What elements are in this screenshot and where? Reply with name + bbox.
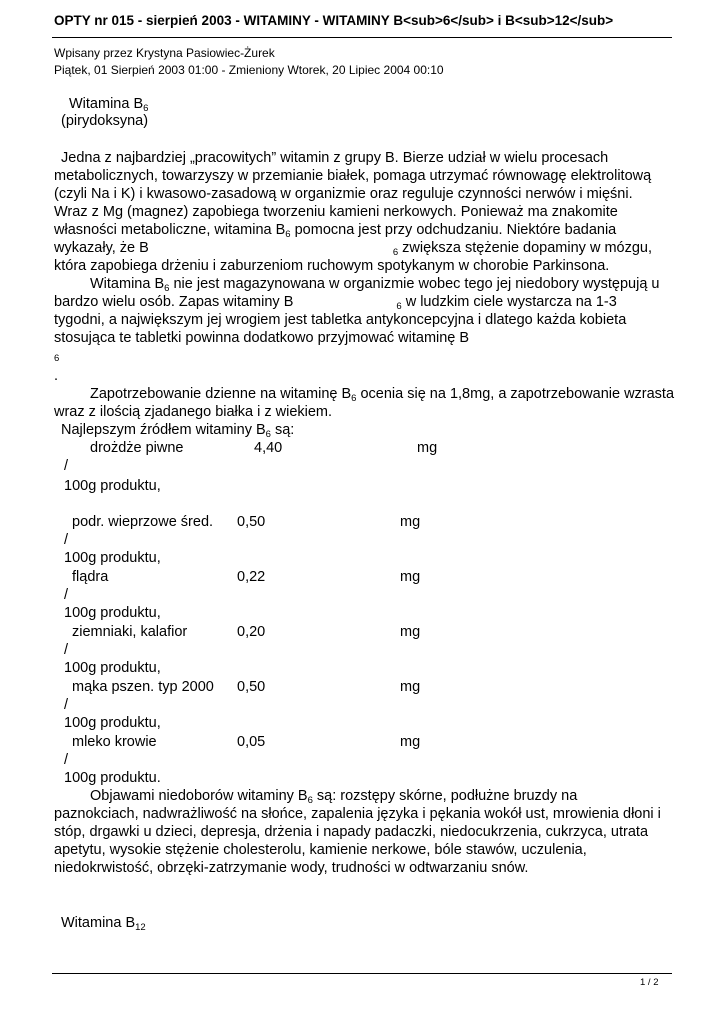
footer-divider [52,973,672,974]
per-unit: 100g produktu. [64,770,161,786]
subscript-line: 6 [54,353,60,364]
paragraph-line: Witamina $B_6$ nie jest magazynowana w organizmie wobec tego jej niedobory występują u [90,276,660,294]
food-amount: 0,50 [237,679,266,695]
food-unit: mg [417,440,438,456]
food-name: ziemniaki, kalafior [72,624,188,640]
food-amount: 0,05 [237,734,266,750]
b6-heading: Witamina $B_6$ [69,96,149,114]
paragraph-line: wraz z ilością zjadanego białka i z wiekiem. [54,404,333,420]
food-unit: mg [400,514,421,530]
food-name: mąka pszen. typ 2000 [72,679,214,695]
date-line: Piątek, 01 Sierpień 2003 01:00 - Zmieniony Wtorek, 20 Lipiec 2004 00:10 [54,63,444,77]
paragraph-line: która zapobiega drżeniu i zaburzeniom ruchowym spotykanym w chorobie Parkinsona. [54,258,610,274]
food-name: podr. wieprzowe śred. [72,514,214,530]
food-unit: mg [400,679,421,695]
paragraph-line: wykazały, że B $_6$ zwiększa stężenie dopaminy w mózgu, [54,240,652,258]
page-number: 1 / 2 [640,977,659,988]
food-amount: 0,22 [237,569,266,585]
per-unit: 100g produktu, [64,478,161,494]
paragraph-line: apetytu, wysokie stężenie cholesterolu, kamienie nerkowe, bóle stawów, uczulenia, [54,842,587,858]
per-unit: 100g produktu, [64,660,161,676]
slash: / [64,752,69,768]
page-title: OPTY nr 015 - sierpień 2003 - WITAMINY - WITAMINY B<sub>6</sub> i B<sub>12</sub> [54,13,614,28]
paragraph-line: Zapotrzebowanie dzienne na witaminę $B_6$ ocenia się na 1,8mg, a zapotrzebowanie wzrasta [90,386,675,404]
per-unit: 100g produktu, [64,715,161,731]
food-name: flądra [72,569,109,585]
food-unit: mg [400,569,421,585]
paragraph-line: stóp, drgawki u dzieci, depresja, drżenia i napady padaczki, niedocukrzenia, cukrzyca, utrata [54,824,649,840]
paragraph-line: . [54,368,59,384]
paragraph-line: Objawami niedoborów witaminy $B_6$ są: rozstępy skórne, podłużne bruzdy na [90,788,578,806]
b12-heading: Witamina $B_{12}$ [61,915,146,933]
paragraph-line: niedokrwistość, obrzęki-zatrzymanie wody, trudności w odtwarzaniu snów. [54,860,529,876]
b6-subheading: (pirydoksyna) [61,113,149,129]
paragraph-line: tygodni, a największym jej wrogiem jest tabletka antykoncepcyjna i dlatego każda kobieta [54,312,627,328]
slash: / [64,458,69,474]
paragraph-line: (czyli Na i K) i kwasowo-zasadową w organizmie oraz reguluje czynności nerwów i mięśni. [54,186,633,202]
food-unit: mg [400,624,421,640]
food-unit: mg [400,734,421,750]
food-amount: 0,20 [237,624,266,640]
header-divider [52,37,672,38]
per-unit: 100g produktu, [64,550,161,566]
paragraph-line: paznokciach, nadwrażliwość na słońce, zapalenia języka i pękania wokół ust, mrowienia dłoni i [54,806,661,822]
paragraph-line: Jedna z najbardziej „pracowitych” witamin z grupy B. Bierze udział w wielu procesach [61,150,609,166]
paragraph-line: Wraz z Mg (magnez) zapobiega tworzeniu kamieni nerkowych. Ponieważ ma znakomite [54,204,618,220]
food-amount: 4,40 [254,440,283,456]
food-name: drożdże piwne [90,440,184,456]
slash: / [64,532,69,548]
food-amount: 0,50 [237,514,266,530]
sources-heading: Najlepszym źródłem witaminy $B_6$ są: [61,422,295,440]
slash: / [64,587,69,603]
per-unit: 100g produktu, [64,605,161,621]
paragraph-line: bardzo wielu osób. Zapas witaminy B $_6$ w ludzkim ciele wystarcza na 1-3 [54,294,617,312]
food-name: mleko krowie [72,734,157,750]
slash: / [64,642,69,658]
paragraph-line: stosująca te tabletki powinna dodatkowo przyjmować witaminę B [54,330,470,346]
paragraph-line: metabolicznych, towarzyszy w przemianie białek, pomaga utrzymać równowagę elektrolitową [54,168,652,184]
author-line: Wpisany przez Krystyna Pasiowiec-Żurek [54,46,275,60]
slash: / [64,697,69,713]
paragraph-line: własności metaboliczne, witamina $B_6$ pomocna jest przy odchudzaniu. Niektóre badania [54,222,617,240]
